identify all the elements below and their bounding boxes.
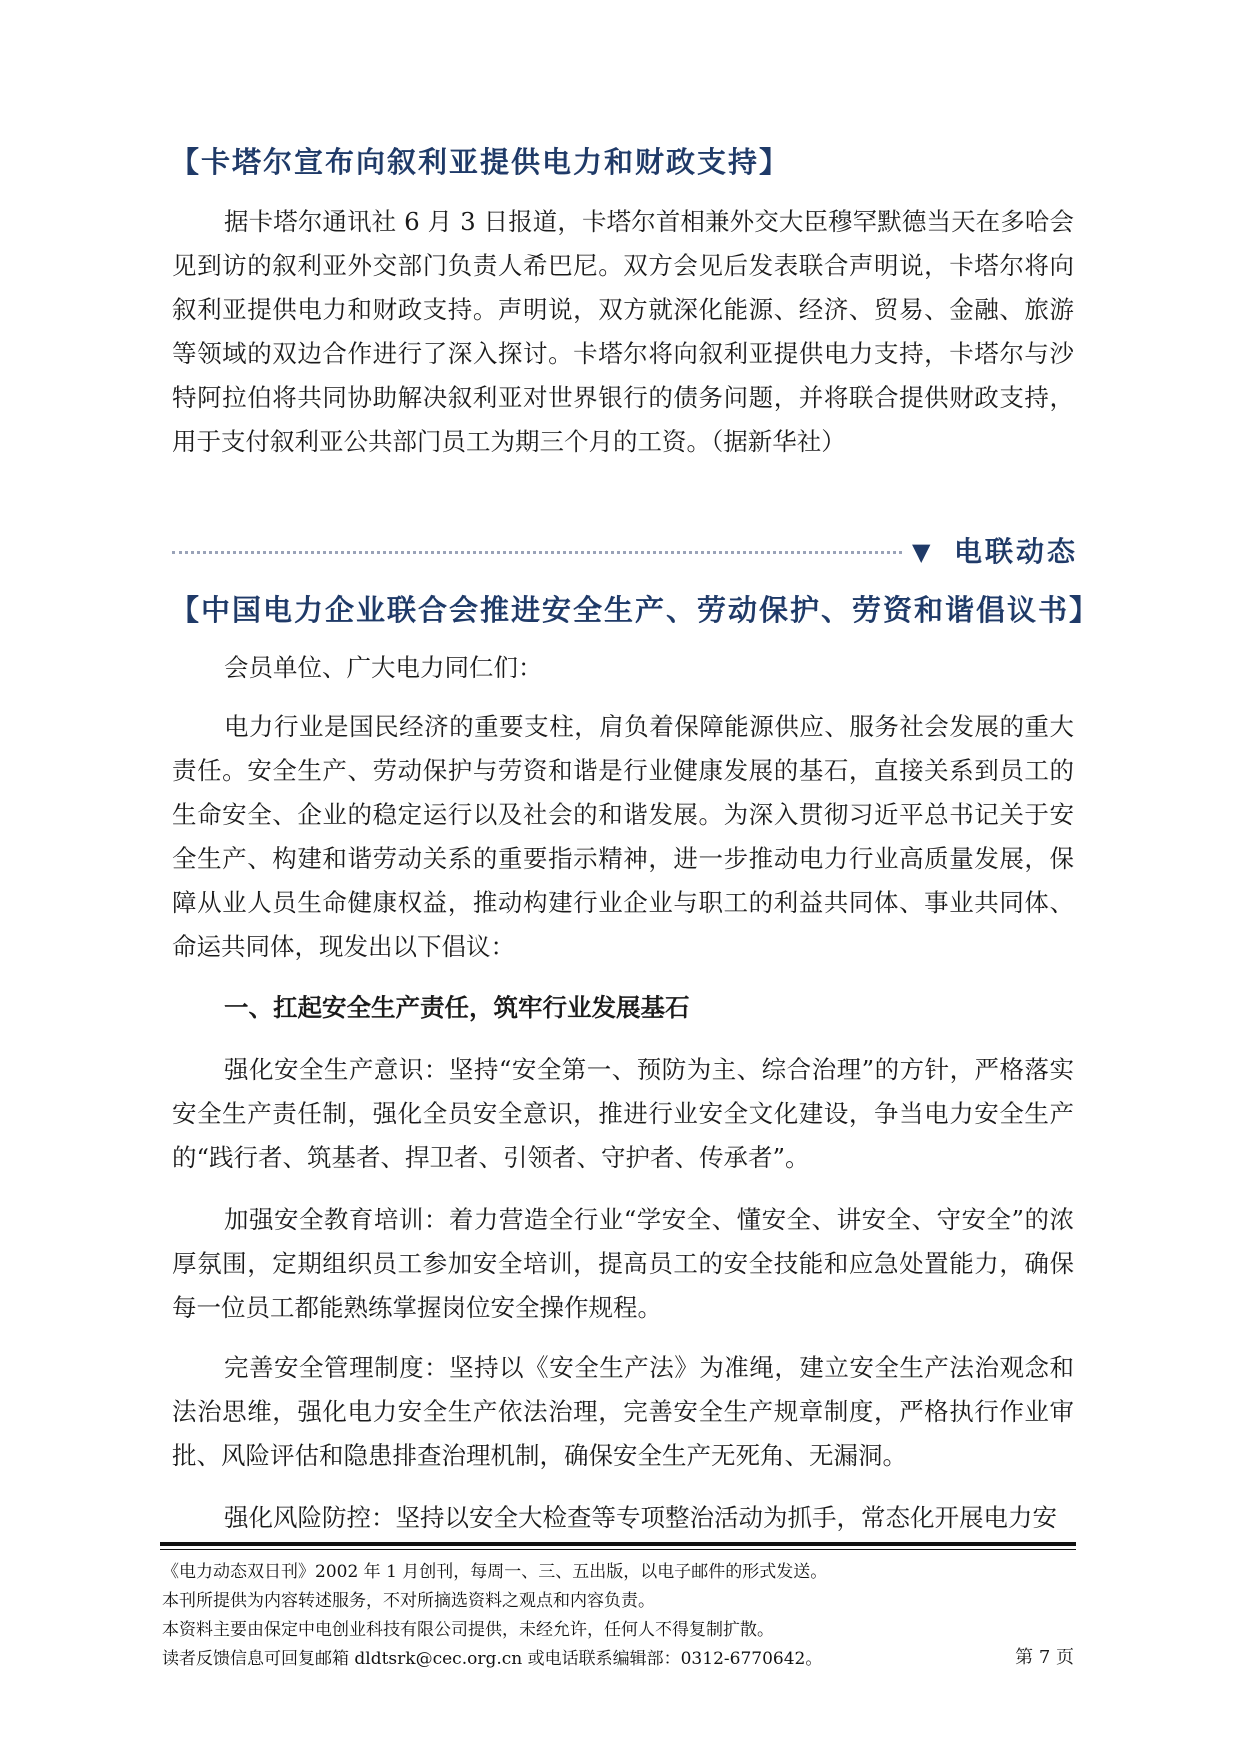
article-title-qatar-syria: 【卡塔尔宣布向叙利亚提供电力和财政支持】 — [170, 145, 791, 179]
paragraph-risk-control: 强化风险防控：坚持以安全大检查等专项整治活动为抓手，常态化开展电力安 — [224, 1503, 1057, 1532]
subheading-1: 一、扛起安全生产责任，筑牢行业发展基石 — [224, 993, 690, 1022]
section-label: 电联动态 — [954, 535, 1079, 568]
footer-line-2: 本刊所提供为内容转述服务，不对所摘选资料之观点和内容负责。 — [162, 1591, 655, 1611]
section-divider — [172, 532, 1079, 572]
footer-line-3: 本资料主要由保定中电创业科技有限公司提供，未经允许，任何人不得复制扩散。 — [162, 1620, 774, 1640]
dotted-rule — [172, 551, 902, 554]
triangle-down-icon: ▼ — [912, 538, 931, 566]
footer-line-4: 读者反馈信息可回复邮箱 dldtsrk@cec.org.cn 或电话联系编辑部：0312-6770642。 — [162, 1649, 823, 1669]
paragraph-safety-management: 完善安全管理制度：坚持以《安全生产法》为准绳，建立安全生产法治观念和法治思维，强化电力安全生产依法治理，完善安全生产规章制度，严格执行作业审批、风险评估和隐患排查治理机制，确保安全生产无死角、无漏洞。 — [172, 1353, 1074, 1470]
footer-rule-thin — [160, 1549, 1076, 1550]
paragraph-safety-training: 加强安全教育培训：着力营造全行业“学安全、懂安全、讲安全、守安全”的浓厚氛围，定期组织员工参加安全培训，提高员工的安全技能和应急处置能力，确保每一位员工都能熟练掌握岗位安全操作规程。 — [172, 1205, 1074, 1322]
intro-paragraph: 电力行业是国民经济的重要支柱，肩负着保障能源供应、服务社会发展的重大责任。安全生产、劳动保护与劳资和谐是行业健康发展的基石，直接关系到员工的生命安全、企业的稳定运行以及社会的和谐发展。为深入贯彻习近平总书记关于安全生产、构建和谐劳动关系的重要指示精神，进一步推动电力行业高质量发展，保障从业人员生命健康权益，推动构建行业企业与职工的利益共同体、事业共同体、命运共同体，现发出以下倡议： — [172, 712, 1074, 961]
article-body-qatar-syria: 据卡塔尔通讯社 6 月 3 日报道，卡塔尔首相兼外交大臣穆罕默德当天在多哈会见到访的叙利亚外交部门负责人希巴尼。双方会见后发表联合声明说，卡塔尔将向叙利亚提供电力和财政支持。声明说，双方就深化能源、经济、贸易、金融、旅游等领域的双边合作进行了深入探讨。卡塔尔将向叙利亚提供电力支持，卡塔尔与沙特阿拉伯将共同协助解决叙利亚对世界银行的债务问题，并将联合提供财政支持，用于支付叙利亚公共部门员工为期三个月的工资。（据新华社） — [172, 207, 1074, 456]
footer-line-1: 《电力动态双日刊》2002 年 1 月创刊，每周一、三、五出版，以电子邮件的形式发送。 — [162, 1562, 828, 1582]
greeting: 会员单位、广大电力同仁们： — [224, 653, 543, 682]
page-number: 第 7 页 — [1015, 1647, 1074, 1668]
paragraph-safety-awareness: 强化安全生产意识：坚持“安全第一、预防为主、综合治理”的方针，严格落实安全生产责任制，强化全员安全意识，推进行业安全文化建设，争当电力安全生产的“践行者、筑基者、捍卫者、引领者、守护者、传承者”。 — [172, 1055, 1074, 1172]
footer-rule-thick — [160, 1542, 1076, 1546]
article-title-cec-initiative: 【中国电力企业联合会推进安全生产、劳动保护、劳资和谐倡议书】 — [170, 593, 1101, 627]
